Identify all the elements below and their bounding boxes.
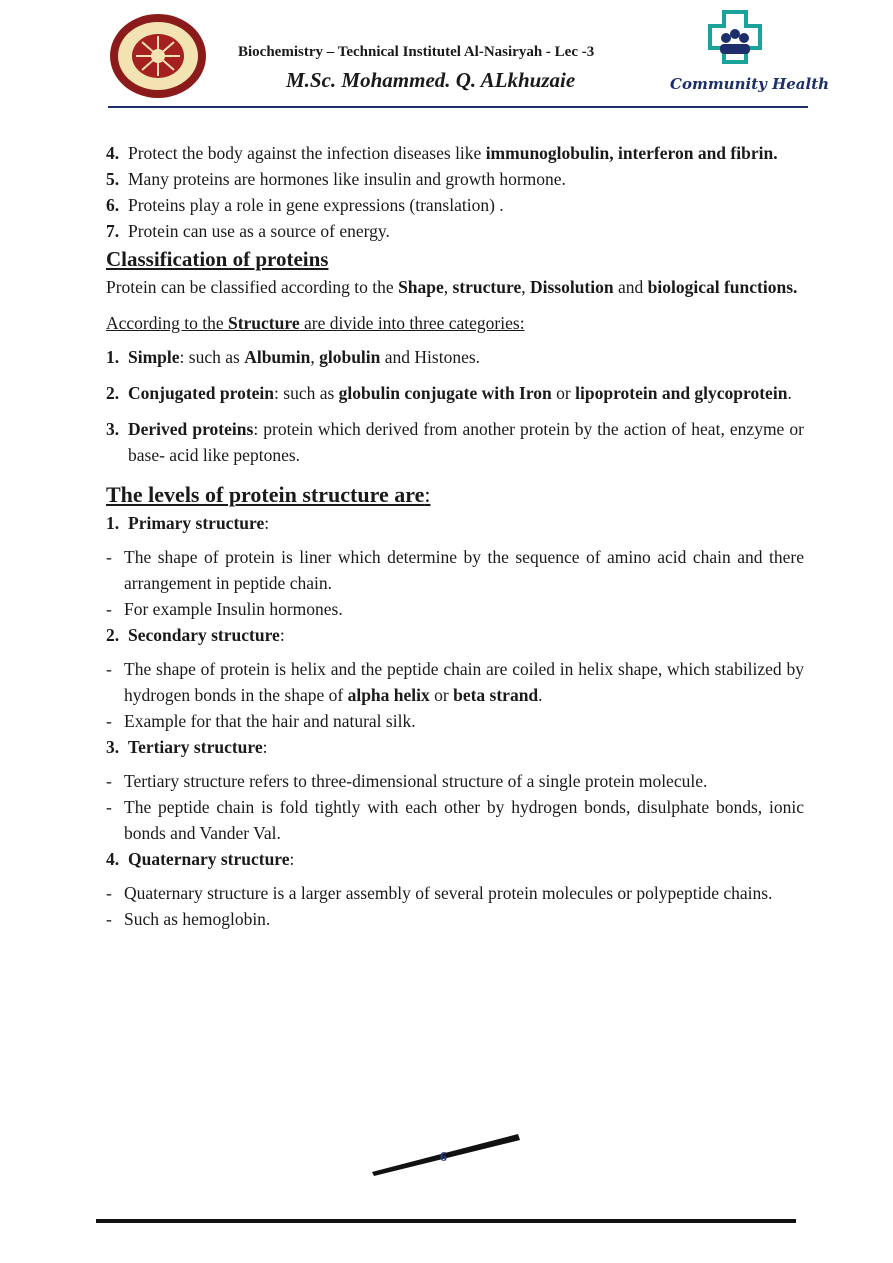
bold-run: beta strand (453, 685, 539, 705)
bullet-text: Example for that the hair and natural silk. (124, 711, 416, 731)
bullet-point (106, 794, 804, 846)
item-number: 6. (106, 195, 120, 215)
category-item (106, 416, 804, 468)
bullet-point (106, 544, 804, 596)
bold-run: Derived proteins (128, 419, 254, 439)
bullet-point (106, 596, 804, 622)
text-run: , (310, 347, 320, 367)
levels-title: The levels of protein structure are (106, 482, 425, 507)
level-heading-primary (106, 510, 804, 536)
dash-bullet: - (106, 909, 112, 929)
page-header (0, 0, 893, 112)
list-item (106, 140, 804, 166)
text-run: Protein can be classified according to the (106, 277, 399, 297)
text-run: : protein which derived from another protein by the action of heat, enzyme or base- acid like peptones. (128, 419, 804, 465)
bullet-point (106, 880, 804, 906)
text-run: : such as (179, 347, 245, 367)
list-item (106, 166, 804, 192)
bold-run: Conjugated protein (128, 383, 275, 403)
bullet-text: Quaternary structure is a larger assembly of several protein molecules or polypeptide chains. (124, 883, 773, 903)
level-heading-secondary (106, 622, 804, 648)
medical-cross-icon (668, 8, 808, 70)
bullet-text: The shape of protein is liner which determine by the sequence of amino acid chain and there arrangement in peptide chain. (124, 547, 804, 593)
bold-run: biological functions. (647, 277, 798, 297)
classification-heading: Classification of proteins (106, 247, 329, 271)
level-label: Tertiary structure (128, 737, 263, 757)
bold-run: Dissolution (529, 277, 614, 297)
bullet-text: The shape of protein is helix and the peptide chain are coiled in helix shape, which stabilized by hydrogen bonds in the shape of (124, 659, 804, 705)
text-run: or (551, 383, 576, 403)
bold-run: Simple (128, 347, 180, 367)
bullet-point (106, 906, 804, 932)
header-course-line: Biochemistry – Technical Institutel Al-Nasiryah - Lec -3 (238, 44, 595, 60)
item-number: 7. (106, 221, 120, 241)
bullet-point (106, 708, 804, 734)
text-run: and (613, 277, 648, 297)
level-heading-quaternary (106, 846, 804, 872)
level-heading-tertiary (106, 734, 804, 760)
bold-run: globulin (319, 347, 381, 367)
classification-paragraph (106, 274, 804, 300)
bullet-text: The peptide chain is fold tightly with each other by hydrogen bonds, disulphate bonds, ionic bonds and Vander Val. (124, 797, 804, 843)
dash-bullet: - (106, 547, 112, 567)
item-number: 4. (106, 849, 120, 869)
item-number: 3. (106, 419, 120, 439)
header-author-line: M.Sc. Mohammed. Q. ALkhuzaie (286, 68, 576, 92)
item-text: Proteins play a role in gene expressions (translation) . (128, 195, 504, 215)
category-item (106, 344, 804, 370)
text-run: . (787, 383, 792, 403)
dash-bullet: - (106, 599, 112, 619)
header-divider (108, 106, 808, 108)
item-text: Protect the body against the infection diseases like (128, 143, 486, 163)
item-number: 2. (106, 625, 120, 645)
text-run: : (264, 513, 270, 533)
text-run: . (538, 685, 543, 705)
bullet-text: Tertiary structure refers to three-dimensional structure of a single protein molecule. (124, 771, 708, 791)
bold-run: globulin conjugate with Iron (338, 383, 552, 403)
list-item (106, 192, 804, 218)
level-label: Quaternary structure (128, 849, 290, 869)
item-bold-text: immunoglobulin, interferon and fibrin. (485, 143, 778, 163)
bold-run: Albumin (244, 347, 311, 367)
item-number: 1. (106, 513, 120, 533)
bold-run: structure (452, 277, 522, 297)
bold-run: lipoprotein and glycoprotein (575, 383, 788, 403)
text-run: are divide into three categories: (299, 313, 525, 333)
text-run: According to the (106, 313, 228, 333)
dash-bullet: - (106, 883, 112, 903)
text-run: : such as (274, 383, 339, 403)
community-health-logo (668, 8, 830, 100)
dash-bullet: - (106, 711, 112, 731)
list-item (106, 218, 804, 244)
bold-run: Shape (398, 277, 444, 297)
item-number: 4. (106, 143, 120, 163)
footer-divider (96, 1219, 796, 1223)
text-run: , (443, 277, 453, 297)
level-label: Primary structure (128, 513, 265, 533)
page-body (106, 140, 804, 932)
dash-bullet: - (106, 771, 112, 791)
levels-heading (106, 482, 804, 508)
dash-bullet: - (106, 797, 112, 817)
text-run: , (521, 277, 530, 297)
item-number: 3. (106, 737, 120, 757)
bullet-point (106, 768, 804, 794)
bullet-text: Such as hemoglobin. (124, 909, 271, 929)
dash-bullet: - (106, 659, 112, 679)
page-number: 6 (440, 1150, 447, 1165)
item-number: 5. (106, 169, 120, 189)
item-text: Many proteins are hormones like insulin and growth hormone. (128, 169, 566, 189)
level-label: Secondary structure (128, 625, 280, 645)
bullet-point (106, 656, 804, 708)
community-health-label: Community Health (670, 75, 830, 93)
levels-title-colon: : (424, 482, 431, 507)
bullet-text: For example Insulin hormones. (124, 599, 343, 619)
category-item (106, 380, 804, 406)
text-run: or (429, 685, 454, 705)
text-run: and Histones. (380, 347, 481, 367)
bold-run: alpha helix (347, 685, 430, 705)
item-number: 1. (106, 347, 120, 367)
text-run: : (289, 849, 295, 869)
text-run: : (262, 737, 268, 757)
bold-run: Structure (227, 313, 300, 333)
item-text: Protein can use as a source of energy. (128, 221, 390, 241)
structure-intro (106, 310, 804, 336)
text-run: : (279, 625, 285, 645)
university-seal-logo (106, 12, 210, 100)
item-number: 2. (106, 383, 120, 403)
